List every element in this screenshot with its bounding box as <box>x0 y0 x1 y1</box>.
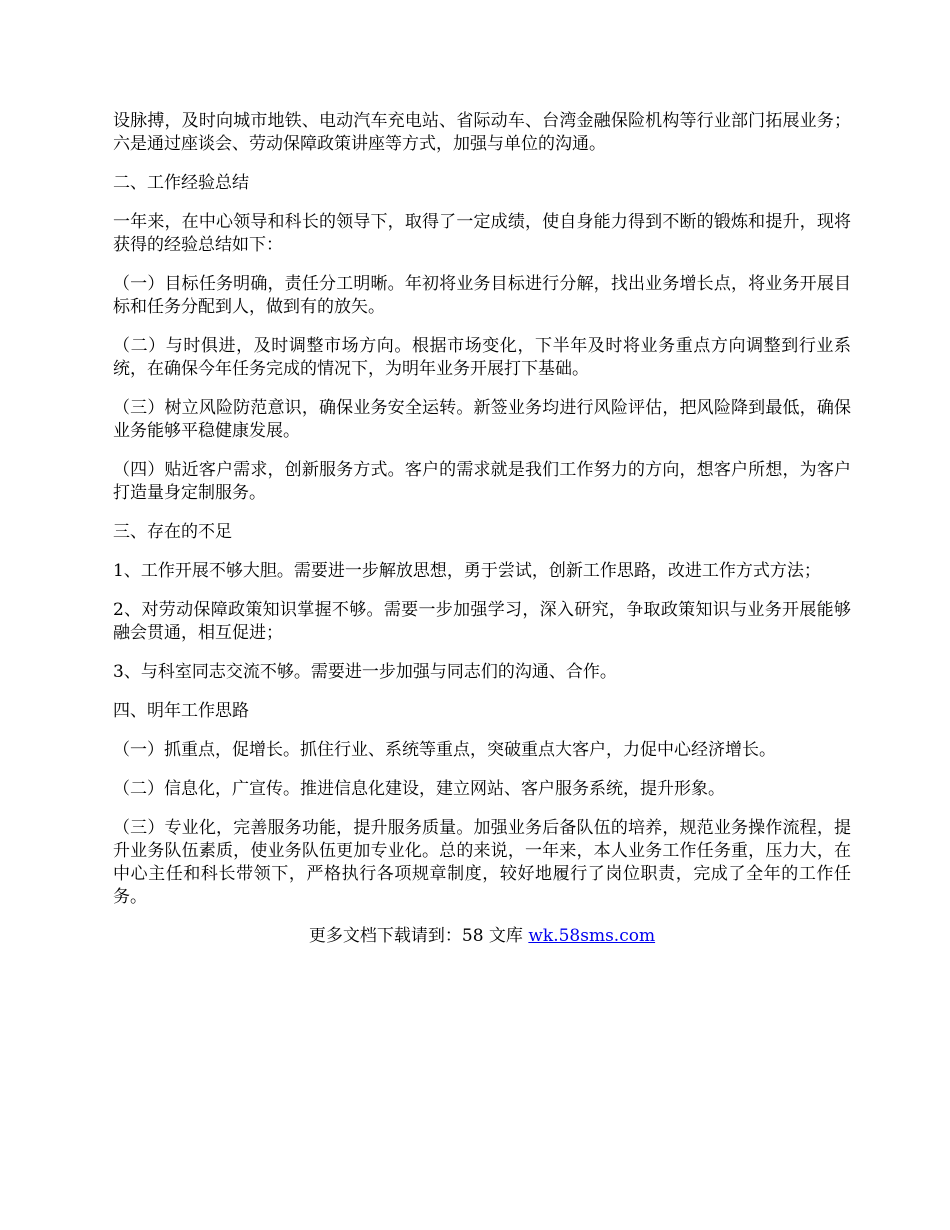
document-body <box>113 110 851 948</box>
paragraph-experience-intro: 一年来，在中心领导和科长的领导下，取得了一定成绩，使自身能力得到不断的锻炼和提升，现将获得的经验总结如下： <box>113 212 851 255</box>
section-heading-next-year: 四、明年工作思路 <box>113 701 249 721</box>
section-heading-shortcomings: 三、存在的不足 <box>113 522 232 542</box>
paragraph-experience-3: （三）树立风险防范意识，确保业务安全运转。新签业务均进行风险评估，把风险降到最低，确保业务能够平稳健康发展。 <box>113 398 851 441</box>
footer-prefix-text: 更多文档下载请到：58 文库 <box>308 926 529 946</box>
download-footer <box>113 925 851 948</box>
paragraph-experience-1: （一）目标任务明确，责任分工明晰。年初将业务目标进行分解，找出业务增长点，将业务开展目标和任务分配到人，做到有的放矢。 <box>113 274 851 317</box>
paragraph-experience-2: （二）与时俱进，及时调整市场方向。根据市场变化，下半年及时将业务重点方向调整到行业系统，在确保今年任务完成的情况下，为明年业务开展打下基础。 <box>113 336 851 379</box>
paragraph-shortcoming-3: 3、与科室同志交流不够。需要进一步加强与同志们的沟通、合作。 <box>113 662 617 682</box>
paragraph-next-year-1: （一）抓重点，促增长。抓住行业、系统等重点，突破重点大客户，力促中心经济增长。 <box>113 740 776 760</box>
paragraph-shortcoming-1: 1、工作开展不够大胆。需要进一步解放思想，勇于尝试，创新工作思路，改进工作方式方法； <box>113 561 821 581</box>
paragraph-shortcoming-2: 2、对劳动保障政策知识掌握不够。需要一步加强学习，深入研究，争取政策知识与业务开展能够融会贯通，相互促进； <box>113 600 851 643</box>
paragraph-experience-4: （四）贴近客户需求，创新服务方式。客户的需求就是我们工作努力的方向，想客户所想，为客户打造量身定制服务。 <box>113 460 851 503</box>
paragraph-next-year-3: （三）专业化，完善服务功能，提升服务质量。加强业务后备队伍的培养，规范业务操作流程，提升业务队伍素质，使业务队伍更加专业化。总的来说，一年来，本人业务工作任务重，压力大，在中心主任和科长带领下，严格执行各项规章制度，较好地履行了岗位职责，完成了全年的工作任务。 <box>113 818 851 907</box>
paragraph-next-year-2: （二）信息化，广宣传。推进信息化建设，建立网站、客户服务系统，提升形象。 <box>113 779 725 799</box>
paragraph-continuation: 设脉搏，及时向城市地铁、电动汽车充电站、省际动车、台湾金融保险机构等行业部门拓展业务；六是通过座谈会、劳动保障政策讲座等方式，加强与单位的沟通。 <box>113 111 851 154</box>
section-heading-experience: 二、工作经验总结 <box>113 173 249 193</box>
footer-site-link[interactable]: wk.58sms.com <box>528 926 656 946</box>
